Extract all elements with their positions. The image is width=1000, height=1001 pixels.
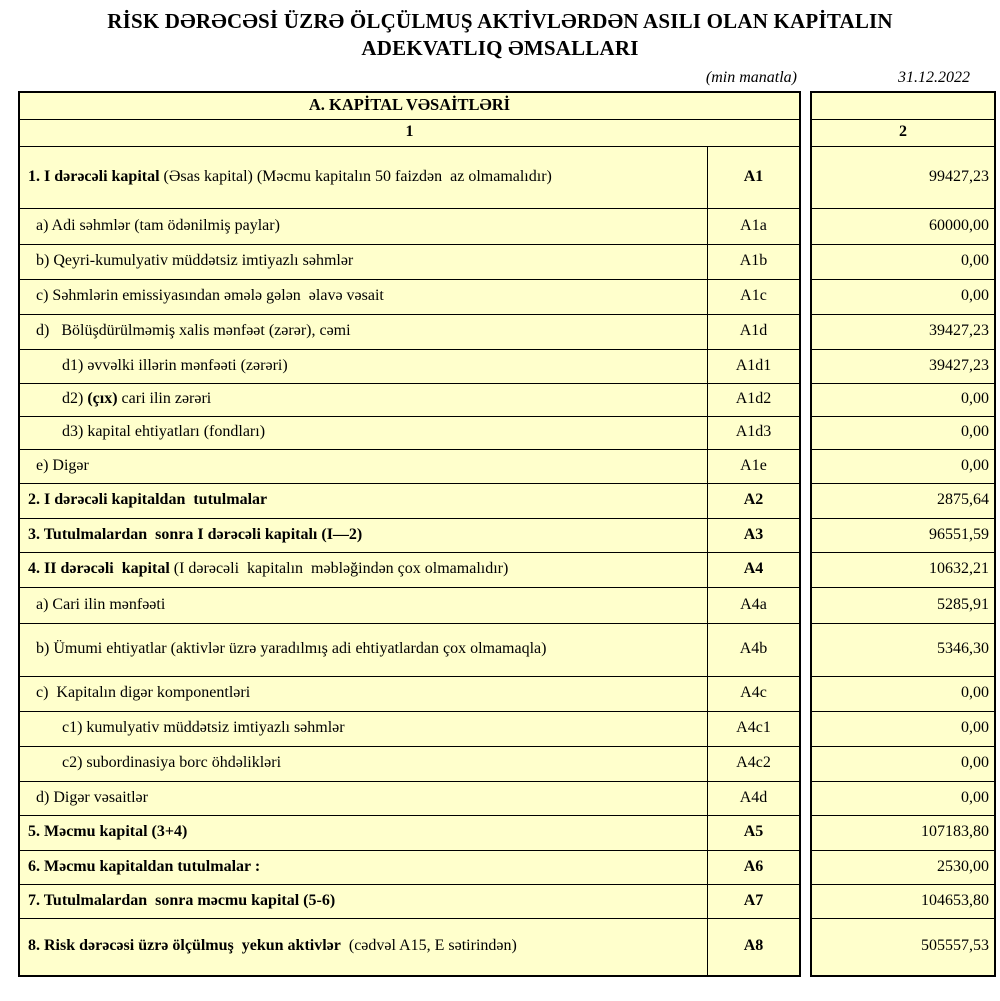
row-value: 2530,00	[810, 851, 996, 885]
row-value: 10632,21	[810, 553, 996, 588]
row-code: A4a	[708, 588, 801, 624]
column-gap	[801, 851, 810, 885]
table-row	[18, 315, 996, 350]
unit-note: (min manatla)	[705, 68, 797, 86]
row-label: d2) (çıx) cari ilin zərəri	[18, 384, 708, 417]
column-gap	[801, 816, 810, 851]
row-value: 39427,23	[810, 350, 996, 384]
row-label: c1) kumulyativ müddətsiz imtiyazlı səhmlər	[18, 712, 708, 747]
row-label: 5. Məcmu kapital (3+4)	[18, 816, 708, 851]
row-code: A5	[708, 816, 801, 851]
row-code: A4c1	[708, 712, 801, 747]
row-code: A1a	[708, 209, 801, 245]
column-gap	[801, 519, 810, 553]
column-gap	[801, 315, 810, 350]
row-label: 7. Tutulmalardan sonra məcmu kapital (5-6)	[18, 885, 708, 919]
table-row	[18, 553, 996, 588]
row-code: A4	[708, 553, 801, 588]
row-label: d3) kapital ehtiyatları (fondları)	[18, 417, 708, 450]
table-row	[18, 782, 996, 816]
meta-row	[18, 69, 996, 87]
column-gap	[801, 553, 810, 588]
row-value: 0,00	[810, 677, 996, 712]
row-code: A3	[708, 519, 801, 553]
row-label: b) Ümumi ehtiyatlar (aktivlər üzrə yaradılmış adi ehtiyatlardan çox olmamaqla)	[18, 624, 708, 677]
row-label: c) Kapitalın digər komponentləri	[18, 677, 708, 712]
row-label: c) Səhmlərin emissiyasından əmələ gələn əlavə vəsait	[18, 280, 708, 315]
column-gap	[801, 245, 810, 280]
column-gap	[801, 280, 810, 315]
column-number-row	[18, 120, 996, 147]
row-label: c2) subordinasiya borc öhdəlikləri	[18, 747, 708, 782]
row-label: d) Digər vəsaitlər	[18, 782, 708, 816]
column-gap	[801, 484, 810, 519]
row-value: 0,00	[810, 280, 996, 315]
table-row	[18, 147, 996, 209]
row-label: b) Qeyri-kumulyativ müddətsiz imtiyazlı səhmlər	[18, 245, 708, 280]
column-gap	[801, 450, 810, 484]
page-title-line2: ADEKVATLIQ ƏMSALLARI	[361, 36, 639, 61]
row-code: A1e	[708, 450, 801, 484]
table-row	[18, 484, 996, 519]
row-code: A1d	[708, 315, 801, 350]
table-row	[18, 384, 996, 417]
table-row	[18, 851, 996, 885]
column-gap	[801, 588, 810, 624]
table-row	[18, 280, 996, 315]
capital-table	[18, 91, 996, 977]
table-row	[18, 624, 996, 677]
table-row	[18, 450, 996, 484]
row-label: 4. II dərəcəli kapital (I dərəcəli kapitalın məbləğindən çox olmamalıdır)	[18, 553, 708, 588]
table-row	[18, 519, 996, 553]
row-code: A1	[708, 147, 801, 209]
row-label: d1) əvvəlki illərin mənfəəti (zərəri)	[18, 350, 708, 384]
column-gap	[801, 209, 810, 245]
col-header-2: 2	[810, 120, 996, 147]
row-code: A1d3	[708, 417, 801, 450]
table-row	[18, 417, 996, 450]
column-gap	[801, 885, 810, 919]
column-gap	[801, 624, 810, 677]
row-value: 2875,64	[810, 484, 996, 519]
column-gap	[801, 91, 810, 120]
column-gap	[801, 120, 810, 147]
table-row	[18, 712, 996, 747]
page-title	[10, 8, 990, 63]
row-code: A4b	[708, 624, 801, 677]
column-gap	[801, 350, 810, 384]
column-gap	[801, 384, 810, 417]
table-row	[18, 747, 996, 782]
column-gap	[801, 417, 810, 450]
row-code: A1d2	[708, 384, 801, 417]
page-title-line1: RİSK DƏRƏCƏSİ ÜZRƏ ÖLÇÜLMUŞ AKTİVLƏRDƏN ASILI OLAN KAPİTALIN	[107, 9, 893, 33]
section-header-cell: A. KAPİTAL VƏSAİTLƏRİ	[18, 91, 801, 120]
table-row	[18, 350, 996, 384]
row-code: A2	[708, 484, 801, 519]
value-header-empty-cell	[810, 91, 996, 120]
row-code: A1d1	[708, 350, 801, 384]
row-label: d) Bölüşdürülməmiş xalis mənfəət (zərər), cəmi	[18, 315, 708, 350]
row-value: 0,00	[810, 747, 996, 782]
row-value: 96551,59	[810, 519, 996, 553]
row-value: 0,00	[810, 712, 996, 747]
row-value: 0,00	[810, 417, 996, 450]
row-value: 0,00	[810, 245, 996, 280]
row-value: 0,00	[810, 384, 996, 417]
column-gap	[801, 147, 810, 209]
row-label: a) Adi səhmlər (tam ödənilmiş paylar)	[18, 209, 708, 245]
column-gap	[801, 782, 810, 816]
column-gap	[801, 712, 810, 747]
table-row	[18, 885, 996, 919]
table-body	[18, 147, 996, 977]
row-code: A4c	[708, 677, 801, 712]
report-page	[0, 8, 1000, 977]
table-row	[18, 816, 996, 851]
row-label: e) Digər	[18, 450, 708, 484]
col-header-1: 1	[18, 120, 801, 147]
row-code: A6	[708, 851, 801, 885]
row-value: 0,00	[810, 782, 996, 816]
column-gap	[801, 677, 810, 712]
section-header-row	[18, 91, 996, 120]
row-code: A4d	[708, 782, 801, 816]
row-value: 104653,80	[810, 885, 996, 919]
row-value: 60000,00	[810, 209, 996, 245]
row-code: A7	[708, 885, 801, 919]
row-code: A4c2	[708, 747, 801, 782]
table-row	[18, 677, 996, 712]
row-label: a) Cari ilin mənfəəti	[18, 588, 708, 624]
row-value: 39427,23	[810, 315, 996, 350]
row-label: 6. Məcmu kapitaldan tutulmalar :	[18, 851, 708, 885]
table-row	[18, 245, 996, 280]
row-code: A8	[708, 919, 801, 977]
row-value: 5285,91	[810, 588, 996, 624]
row-label: 1. I dərəcəli kapital (Əsas kapital) (Məcmu kapitalın 50 faizdən az olmamalıdır)	[18, 147, 708, 209]
row-value: 505557,53	[810, 919, 996, 977]
column-gap	[801, 747, 810, 782]
row-code: A1c	[708, 280, 801, 315]
row-label: 2. I dərəcəli kapitaldan tutulmalar	[18, 484, 708, 519]
row-label: 3. Tutulmalardan sonra I dərəcəli kapitalı (I—2)	[18, 519, 708, 553]
report-date: 31.12.2022	[898, 68, 970, 86]
row-value: 99427,23	[810, 147, 996, 209]
row-value: 0,00	[810, 450, 996, 484]
row-value: 5346,30	[810, 624, 996, 677]
table-row	[18, 588, 996, 624]
table-row	[18, 209, 996, 245]
row-value: 107183,80	[810, 816, 996, 851]
row-code: A1b	[708, 245, 801, 280]
table-row	[18, 919, 996, 977]
row-label: 8. Risk dərəcəsi üzrə ölçülmuş yekun aktivlər (cədvəl A15, E sətirindən)	[18, 919, 708, 977]
column-gap	[801, 919, 810, 977]
